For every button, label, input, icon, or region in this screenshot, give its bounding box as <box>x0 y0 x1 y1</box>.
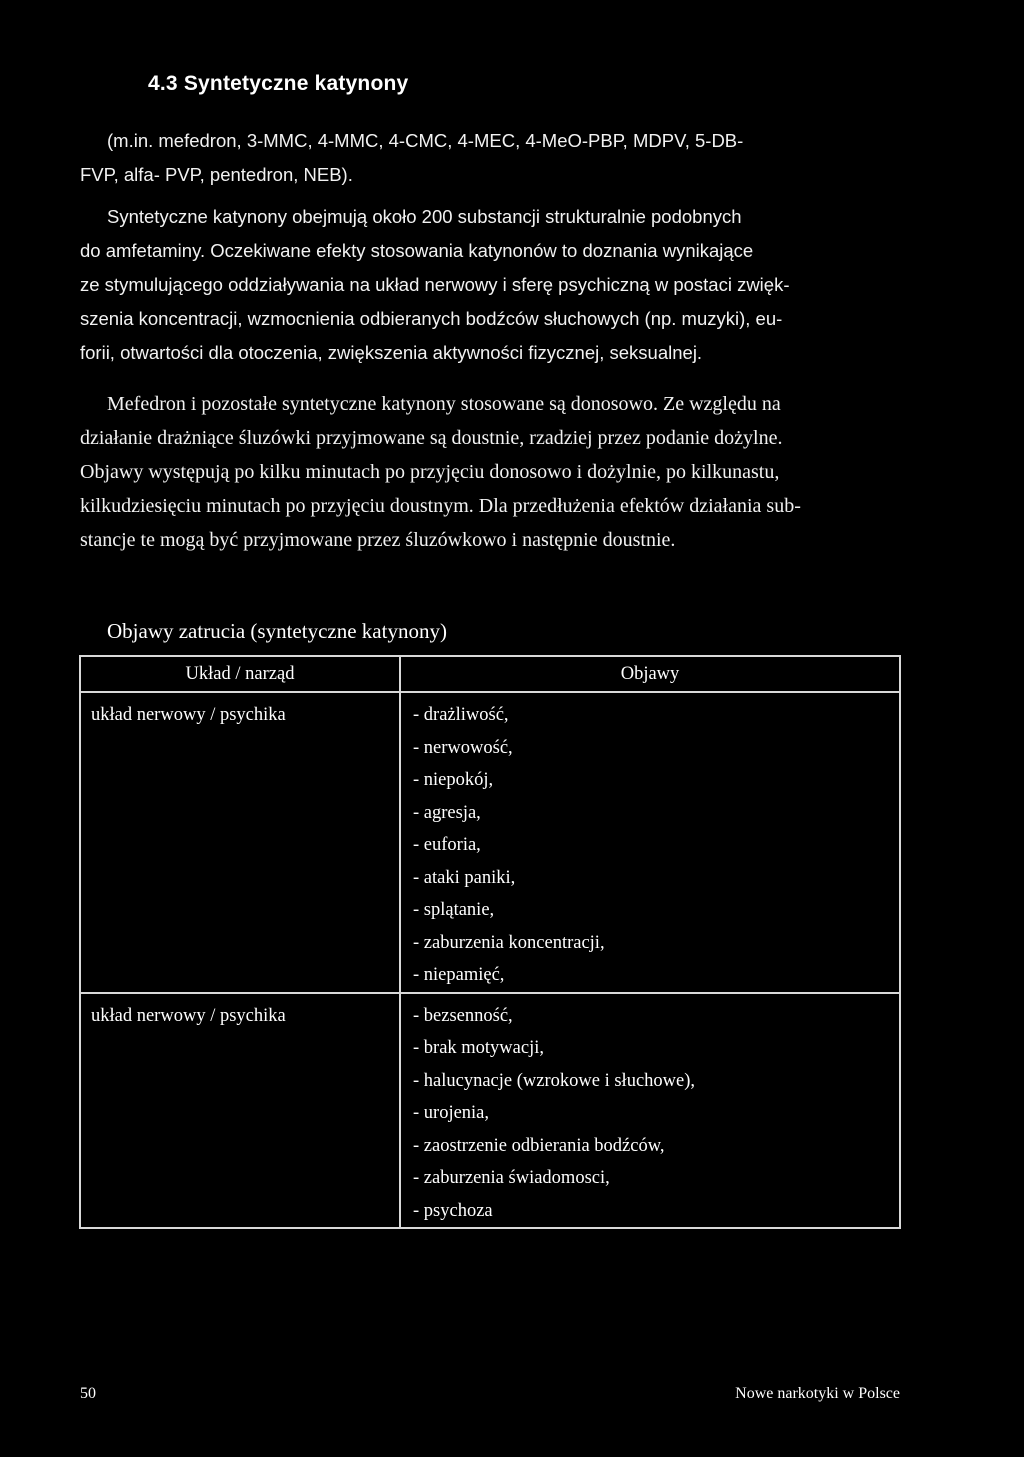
substances-line: (m.in. mefedron, 3-MMC, 4-MMC, 4-CMC, 4-MEC, 4-MeO-PBP, MDPV, 5-DB- <box>107 130 744 151</box>
table-header-row <box>80 656 900 692</box>
page-number: 50 <box>80 1385 96 1402</box>
symptom-item: - urojenia, <box>413 1103 490 1123</box>
symptoms-cell <box>400 692 900 993</box>
paragraph-line: do amfetaminy. Oczekiwane efekty stosowania katynonów to doznania wynikające <box>80 240 754 261</box>
symptoms-list <box>413 699 899 992</box>
symptom-item: - drażliwość, <box>413 705 509 725</box>
paragraph-effects <box>80 200 898 370</box>
symptom-item: - zaostrzenie odbierania bodźców, <box>413 1135 665 1156</box>
paragraph-line: Mefedron i pozostałe syntetyczne katynony stosowane są donosowo. Ze względu na <box>107 393 781 415</box>
symptom-item: - agresja, <box>413 802 481 823</box>
symptoms-table <box>79 655 901 1229</box>
table-caption: Objawy zatrucia (syntetyczne katynony) <box>107 619 447 643</box>
paragraph-line: ze stymulującego oddziaływania na układ nerwowy i sferę psychiczną w postaci zwięk- <box>80 274 790 295</box>
paragraph-line: Objawy występują po kilku minutach po przyjęciu donosowo i dożylnie, po kilkunastu, <box>80 461 780 483</box>
symptom-item: - niepamięć, <box>413 965 505 985</box>
paragraph-line: Syntetyczne katynony obejmują około 200 substancji strukturalnie podobnych <box>107 206 742 227</box>
symptom-item: - brak motywacji, <box>413 1038 544 1058</box>
publication-title: Nowe narkotyki w Polsce <box>735 1385 900 1402</box>
table-row <box>80 692 900 993</box>
symptoms-list <box>413 1000 899 1228</box>
table-row <box>80 993 900 1229</box>
substances-line: FVP, alfa- PVP, pentedron, NEB). <box>80 164 353 185</box>
symptom-item: - nerwowość, <box>413 737 513 758</box>
paragraph-line: szenia koncentracji, wzmocnienia odbieranych bodźców słuchowych (np. muzyki), eu- <box>80 308 783 329</box>
symptom-item: - halucynacje (wzrokowe i słuchowe), <box>413 1070 696 1091</box>
paragraph-line: działanie drażniące śluzówki przyjmowane są doustnie, rzadziej przez podanie dożylne. <box>80 427 783 449</box>
symptom-item: - euforia, <box>413 835 481 855</box>
system-cell: układ nerwowy / psychika <box>80 692 400 993</box>
paragraph-administration <box>80 387 898 557</box>
symptom-item: - bezsenność, <box>413 1005 513 1026</box>
symptom-item: - ataki paniki, <box>413 867 516 888</box>
paragraph-line: stancje te mogą być przyjmowane przez śluzówkowo i następnie doustnie. <box>80 529 676 551</box>
symptom-item: - zaburzenia świadomosci, <box>413 1168 610 1188</box>
column-header-system: Układ / narząd <box>80 656 400 692</box>
paragraph-line: kilkudziesięciu minutach po przyjęciu doustnym. Dla przedłużenia efektów działania sub- <box>80 495 801 517</box>
symptom-item: - splątanie, <box>413 900 495 920</box>
paragraph-line: forii, otwartości dla otoczenia, zwiększenia aktywności fizycznej, seksualnej. <box>80 342 703 363</box>
substances-list <box>80 124 898 192</box>
symptom-item: - psychoza <box>413 1200 493 1221</box>
section-title: 4.3 Syntetyczne katynony <box>148 72 409 95</box>
symptom-item: - niepokój, <box>413 770 494 790</box>
symptoms-cell <box>400 993 900 1229</box>
column-header-symptoms: Objawy <box>400 656 900 692</box>
system-cell: układ nerwowy / psychika <box>80 993 400 1229</box>
symptom-item: - zaburzenia koncentracji, <box>413 932 605 953</box>
